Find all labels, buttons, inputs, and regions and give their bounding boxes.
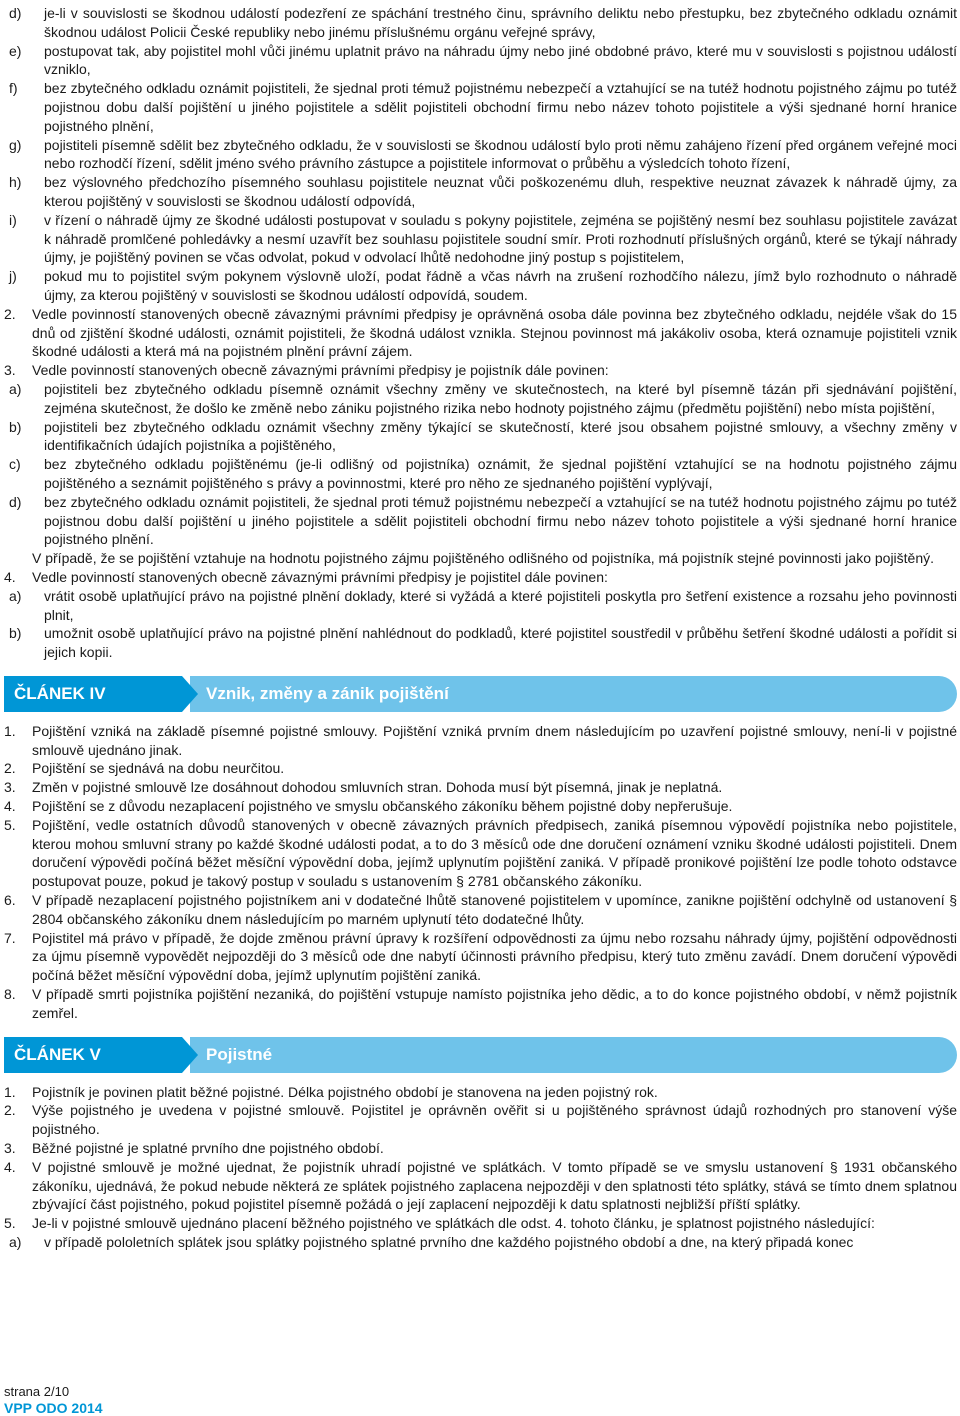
list-item-marker: 5.: [4, 816, 16, 833]
list-item-marker: b): [9, 418, 22, 435]
list-item: [4, 797, 957, 816]
list-item-marker: j): [9, 268, 17, 285]
list-item: [4, 1233, 957, 1252]
list-item: [4, 1214, 957, 1233]
list-item-marker: 4.: [4, 798, 16, 815]
page-number: strana 2/10: [4, 1384, 70, 1399]
list-item-text: pojistiteli bez zbytečného odkladu písemně oznámit všechny změny ve skutečnostech, na které byl písemně tázán při sjednávání pojištění, zejména skutečnost, že došlo ke změně nebo zániku pojistného rizika nebo hodnoty pojistného zájmu (předmětu pojištění) nebo místa pojištění,: [44, 380, 957, 416]
document-code: VPP ODO 2014: [4, 1400, 103, 1416]
list-item: [4, 173, 957, 211]
list-item-text: Běžné pojistné je splatné prvního dne pojistného období.: [32, 1140, 384, 1157]
list-item-marker: d): [9, 5, 22, 21]
list-item-marker: 5.: [4, 1215, 16, 1232]
list-item-marker: 7.: [4, 929, 16, 946]
paragraph-number: 4.: [4, 568, 16, 585]
article-label: ČLÁNEK IV: [4, 676, 182, 712]
list-obligations-insured: [4, 4, 957, 305]
list-item-text: Změn v pojistné smlouvě lze dosáhnout dohodou smluvních stran. Dohoda musí být písemná, jinak je neplatná.: [32, 779, 723, 796]
paragraph-text: Vedle povinností stanovených obecně závaznými právními předpisy je oprávněná osoba dále povinna bez zbytečného odkladu, nejdéle však do 15 dnů od zjištění škodné události, oznámit pojistiteli, že škodná událost vznikla. Stejnou povinnost má jakákoliv osoba, která oznamuje pojistiteli vznik škodné události a která má na pojistném plnění právní zájem.: [32, 305, 957, 360]
list-item: [4, 759, 957, 778]
list-item-marker: 4.: [4, 1158, 16, 1175]
list-item-text: Pojištění se sjednává na dobu neurčitou.: [32, 760, 285, 777]
paragraph-number: 2.: [4, 305, 16, 322]
list-item-marker: f): [9, 80, 18, 97]
list-item-marker: 2.: [4, 760, 16, 777]
article-arrow-shape: [182, 676, 198, 712]
list-item-marker: a): [9, 587, 22, 604]
list-item-marker: c): [9, 456, 21, 473]
list-item: [4, 722, 957, 760]
article-label: ČLÁNEK V: [4, 1037, 182, 1073]
list-item-marker: 3.: [4, 1140, 16, 1157]
list-item-marker: g): [9, 136, 22, 153]
article-title: Pojistné: [190, 1037, 957, 1073]
list-item-marker: 2.: [4, 1102, 16, 1119]
list-item: [4, 929, 957, 985]
list-item-text: V případě smrti pojistníka pojištění nezaniká, do pojištění vstupuje namísto pojistníka jeho dědic, a to do konce pojistného období, v němž pojistník zemřel.: [32, 986, 957, 1021]
list-item: [4, 4, 957, 42]
article-arrow-shape: [182, 1037, 198, 1073]
list-item: [4, 985, 957, 1023]
list-item-text: bez zbytečného odkladu pojištěnému (je-li odlišný od pojistníka) oznámit, že sjednal pojištění vztahující se na hodnotu pojistného zájmu pojištěného a seznámit pojištěného s právy a povinnostmi, které pro něho ze sjednaného pojištění vyplývají,: [44, 456, 957, 491]
list-item-text: V pojistné smlouvě je možné ujednat, že pojistník uhradí pojistné ve splátkách. V tomto případě se ve smyslu ustanovení § 1931 občanského zákoníku, ujednává, že pokud nebude některá ze splátek pojistného zaplacena nejpozději v den splatnosti této splátky, stává se tímto dnem splatnou zbývající část pojistného, pokud pojistitel písemně požádá o její zaplacení nejpozději k datu splatnosti nejbližší příští splátky.: [32, 1158, 957, 1213]
list-item: [4, 211, 957, 267]
list-item-marker: a): [9, 1234, 22, 1251]
list-item-text: Je-li v pojistné smlouvě ujednáno placení běžného pojistného ve splátkách dle odst. 4. tohoto článku, je splatnost pojistného následující:: [32, 1215, 875, 1232]
list-item-text: V případě nezaplacení pojistného pojistníkem ani v dodatečné lhůtě stanovené pojistitelem v upomínce, zanikne pojištění odchylně od ustanovení § 2804 občanského zákoníku dnem následujícím po marném uplynutí této dodatečné lhůty.: [32, 892, 957, 927]
list-item-text: vrátit osobě uplatňující právo na pojistné plnění doklady, které si vyžádá a které pojistiteli poskytla pro šetření existence a rozsahu jeho povinnosti plnit,: [44, 587, 957, 623]
paragraph-text: Vedle povinností stanovených obecně závaznými právními předpisy je pojistník dále povinen:: [32, 362, 609, 379]
list-item-text: Pojištění, vedle ostatních důvodů stanovených v obecně závazných právních předpisech, zaniká písemnou výpovědí pojistníka nebo pojistitele, kterou mohou smluvní strany po každé škodné události podat, a to do 3 měsíců ode dne doručení oznámení vzniku škodné události pojistiteli. Dnem doručení výpovědi počíná běžet měsíční výpovědní doba, jejímž uplynutím pojištění zaniká. V případě pronikové pojištění lze podle tohoto odstavce postupovat pouze, pokud je takový postup v souladu s ustanovením § 2781 občanského zákoníku.: [32, 816, 957, 890]
article-5-header: [4, 1037, 957, 1073]
paragraph-3-after: V případě, že se pojištění vztahuje na hodnotu pojistného zájmu pojištěného odlišného od pojistníka, má pojistník stejné povinnosti jako pojištěný.: [32, 550, 935, 567]
list-item-marker: 1.: [4, 1083, 16, 1100]
paragraph-3: [4, 361, 957, 380]
list-item-text: je-li v souvislosti se škodnou událostí podezření ze spáchání trestného činu, správního deliktu nebo přestupku, bez zbytečného odkladu oznámit škodnou událost Policii České republiky nebo jinému příslušnému orgánu veřejné správy,: [44, 5, 957, 40]
list-item-text: Pojistník je povinen platit běžné pojistné. Délka pojistného období je stanovena na jeden pojistný rok.: [32, 1083, 658, 1100]
list-item-marker: 6.: [4, 892, 16, 909]
list-item: [4, 816, 957, 891]
list-item-marker: h): [9, 174, 22, 191]
article-5-sublist: [4, 1233, 957, 1252]
paragraph-4: [4, 568, 957, 587]
page-footer: [4, 1384, 103, 1416]
list-item: [4, 418, 957, 456]
article-4-list: [4, 722, 957, 1023]
list-item-text: pojistiteli bez zbytečného odkladu oznámit všechny změny týkající se skutečností, které jsou obsahem pojistné smlouvy, a všechny změny v identifikačních údajích pojistníka a pojištěného,: [44, 418, 957, 454]
list-item: [4, 587, 957, 625]
list-item-text: pojistiteli písemně sdělit bez zbytečného odkladu, že v souvislosti se škodnou událostí bylo proti němu zahájeno řízení před orgánem veřejné moci nebo rozhodčí řízení, sdělit jméno svého právního zástupce a pojistitele informovat o průběhu a výsledcích tohoto řízení,: [44, 136, 957, 172]
paragraph-2: [4, 305, 957, 361]
list-item: [4, 79, 957, 135]
list-item: [4, 778, 957, 797]
list-item: [4, 267, 957, 305]
list-obligations-policyholder: [4, 380, 957, 549]
list-item: [4, 1083, 957, 1102]
list-obligations-insurer: [4, 587, 957, 662]
list-item: [4, 1139, 957, 1158]
list-item-marker: a): [9, 380, 22, 397]
list-item: [4, 136, 957, 174]
list-item-marker: 1.: [4, 722, 16, 739]
list-item-marker: 8.: [4, 986, 16, 1003]
paragraph-text: Vedle povinností stanovených obecně závaznými právními předpisy je pojistitel dále povinen:: [32, 568, 608, 585]
list-item: [4, 42, 957, 80]
list-item-text: umožnit osobě uplatňující právo na pojistné plnění nahlédnout do podkladů, které pojistitel soustředil v průběhu šetření škodné události a pořídit si jejich kopii.: [44, 625, 957, 661]
article-5-list: [4, 1083, 957, 1233]
list-item-text: bez výslovného předchozího písemného souhlasu pojistitele neuznat vůči poškozenému dluh, respektive neuznat závazek k náhradě újmy, za kterou pojištěný v souvislosti se škodnou událostí odpovídá,: [44, 174, 957, 209]
list-item-marker: e): [9, 42, 22, 59]
list-item-text: Pojištění vzniká na základě písemné pojistné smlouvy. Pojištění vzniká prvním dnem následujícím po uzavření pojistné smlouvy, není-li v pojistné smlouvě ujednáno jinak.: [32, 722, 957, 758]
list-item: [4, 493, 957, 549]
list-item-text: v případě pololetních splátek jsou splátky pojistného splatné prvního dne každého pojistného období a dne, na který připadá konec: [44, 1234, 854, 1251]
list-item-text: Výše pojistného je uvedena v pojistné smlouvě. Pojistitel je oprávněn ověřit si u pojištěného správnost údajů rozhodných pro stanovení výše pojistného.: [32, 1102, 957, 1138]
paragraph-number: 3.: [4, 362, 16, 379]
list-item: [4, 624, 957, 662]
list-item: [4, 455, 957, 493]
list-item-text: Pojistitel má právo v případě, že dojde změnou právní úpravy k rozšíření odpovědnosti za újmu nebo rozsahu náhrady újmy, pojištění odpovědnosti za újmu písemně vypovědět nejpozději do 3 měsíců ode dne nabytí účinnosti právního předpisu, který tuto změnu zavádí. Dnem doručení výpovědi počíná běžet měsíční výpovědní doba, jejímž uplynutím pojištění zaniká.: [32, 929, 957, 984]
list-item: [4, 1101, 957, 1139]
list-item: [4, 891, 957, 929]
list-item-text: pokud mu to pojistitel svým pokynem výslovně uloží, podat řádně a včas návrh na zrušení rozhodčího nálezu, jímž bylo rozhodnuto o náhradě újmy, za kterou pojištěný v souvislosti se škodnou událostí odpovídá, soudem.: [44, 268, 957, 303]
list-item-text: v řízení o náhradě újmy ze škodné události postupovat v souladu s pokyny pojistitele, zejména se pojištěný nesmí bez souhlasu pojistitele zavázat k náhradě promlčené pohledávky a nesmí uzavřít bez souhlasu pojistitele soudní smír. Proti rozhodnutí příslušných orgánů, které se týkají náhrady újmy, je pojištěný povinen se včas odvolat, pokud v odvolací lhůtě nedohodne jiný postup s pojistitelem,: [44, 211, 957, 266]
document-body: [4, 4, 957, 1252]
list-item-marker: i): [9, 211, 17, 228]
list-item-marker: d): [9, 493, 22, 510]
list-item: [4, 1158, 957, 1214]
list-item-text: bez zbytečného odkladu oznámit pojistiteli, že sjednal proti témuž pojistnému nebezpečí a vztahující se na tutéž hodnotu pojistného zájmu po tutéž pojistnou dobu další pojištění u jiného pojistitele a sdělit pojistiteli obchodní firmu nebo název tohoto pojistitele a výši sjednané horní hranice pojistného plnění.: [44, 493, 957, 548]
list-item: [4, 380, 957, 418]
list-item-text: Pojištění se z důvodu nezaplacení pojistného ve smyslu občanského zákoníku během pojistné doby nepřerušuje.: [32, 798, 733, 815]
list-item-marker: 3.: [4, 779, 16, 796]
list-item-text: postupovat tak, aby pojistitel mohl vůči jinému uplatnit právo na náhradu újmy nebo jiné obdobné právo, které mu v souvislosti s pojistnou událostí vzniklo,: [44, 42, 957, 78]
list-item-text: bez zbytečného odkladu oznámit pojistiteli, že sjednal proti témuž pojistnému nebezpečí a vztahující se na tutéž hodnotu pojistného zájmu po tutéž pojistnou dobu další pojištění u jiného pojistitele a sdělit pojistiteli obchodní firmu nebo název tohoto pojistitele a výši sjednané horní hranice pojistného plnění,: [44, 80, 957, 134]
article-4-header: [4, 676, 957, 712]
list-item-marker: b): [9, 625, 22, 642]
article-title: Vznik, změny a zánik pojištění: [190, 676, 957, 712]
